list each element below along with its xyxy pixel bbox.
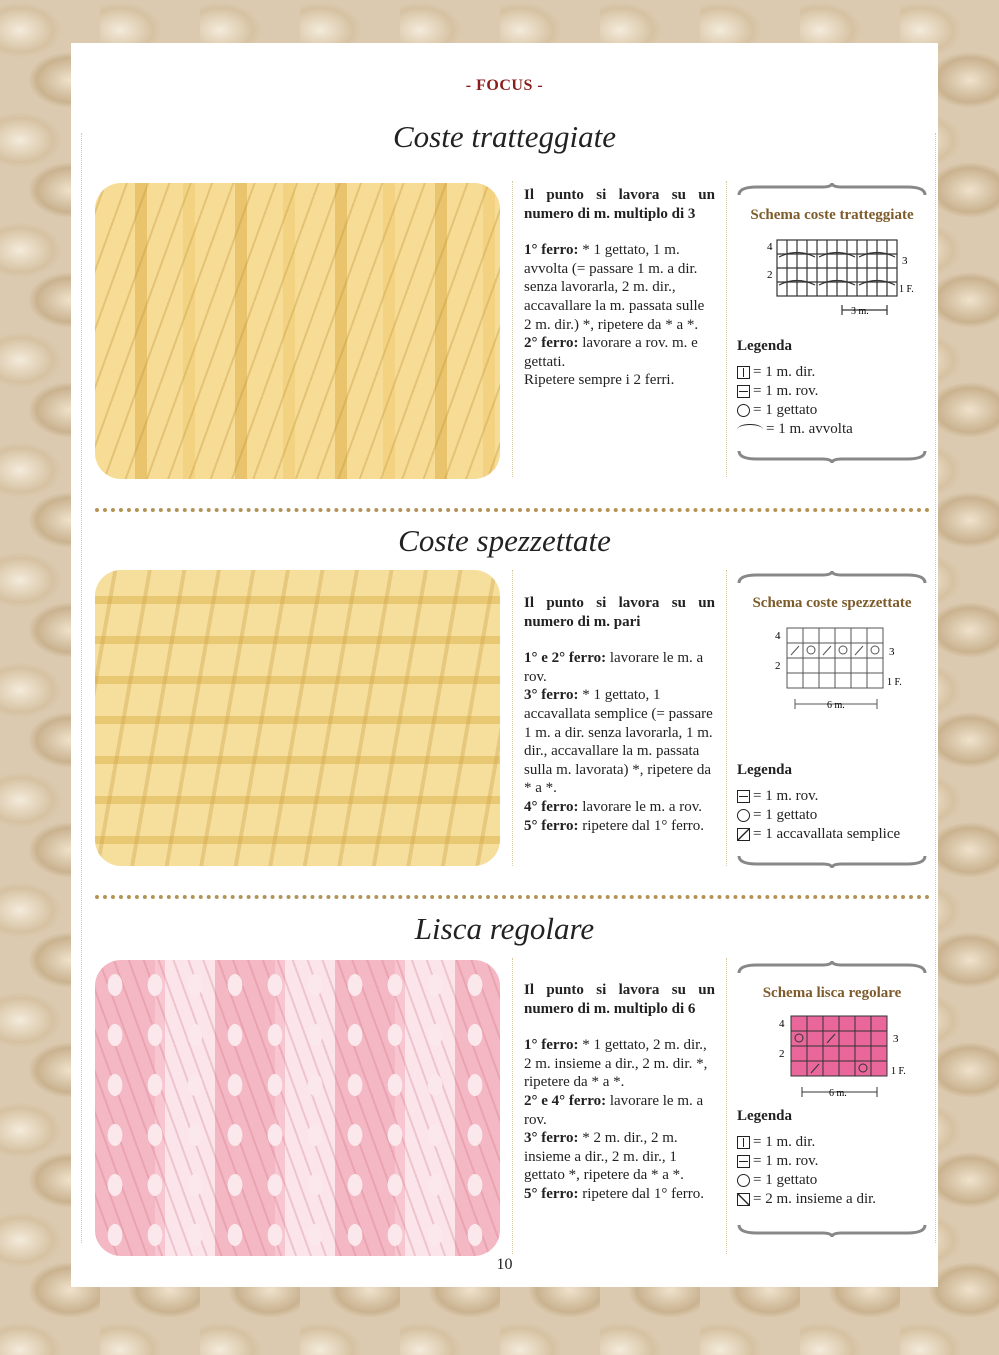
stitch-intro: Il punto si lavora su un numero di m. multiplo di 3 [524,187,715,222]
section-divider [95,895,930,899]
stitch-chart [747,1012,917,1102]
instruction-row-1: 1° ferro: * 1 gettato, 2 m. dir., 2 m. insieme a dir., 2 m. dir. *, ripetere da * a *. [524,1037,708,1091]
column-rule [726,958,727,1254]
rov-icon [737,790,750,803]
chart-row-label: 2 [779,1048,785,1060]
rov-icon [737,385,750,398]
legend-title: Legenda [737,1108,793,1124]
schema-title: Schema coste tratteggiate [750,207,914,223]
chart-row-label: 3 [893,1033,899,1045]
instruction-row-3: Ripetere sempre i 2 ferri. [524,372,675,389]
instruction-row-3: 4° ferro: lavorare le m. a rov. [524,798,703,815]
section-divider [95,508,930,512]
instruction-row-3: 3° ferro: * 2 m. dir., 2 m. insieme a dir., 2 m. dir., 1 gettato *, ripetere da * a *. [524,1130,684,1184]
stitch-chart [747,234,917,324]
chart-row-label: 4 [767,241,773,253]
chart-row-label: 4 [779,1018,785,1030]
magazine-page [71,43,938,1287]
instruction-row-2: 2° e 4° ferro: lavorare le m. a rov. [524,1092,704,1128]
chart-row-label: 1 F. [899,284,914,295]
top-brace [737,571,927,585]
legend-item: = 1 m. rov. [737,382,927,401]
chart-width-label: 6 m. [827,700,845,711]
stitch-title: Coste tratteggiate [392,119,616,154]
legend-item: = 1 m. avvolta [737,420,927,439]
schema-box [737,571,927,868]
accavallata-icon [737,828,750,841]
dir-icon [737,1136,750,1149]
bottom-brace [737,449,927,463]
chart-row-label: 3 [902,255,908,267]
legend-item: = 1 m. dir. [737,363,927,382]
legend-title: Legenda [737,762,793,778]
insieme-icon [737,1193,750,1206]
avvolta-icon [737,424,763,435]
stitch-photo [95,183,500,479]
legend-item: = 1 gettato [737,1171,927,1190]
legend-item: = 1 m. dir. [737,1133,927,1152]
legend-title: Legenda [737,338,793,354]
chart-row-label: 1 F. [887,677,902,688]
bottom-brace [737,854,927,868]
chart-width-label: 3 m. [851,306,869,317]
column-rule [726,181,727,477]
instruction-row-4: 5° ferro: ripetere dal 1° ferro. [524,817,704,834]
stitch-title: Coste spezzettate [398,523,611,558]
bottom-brace [737,1223,927,1237]
section-kicker: - FOCUS - [465,77,544,94]
chart-row-label: 1 F. [891,1066,906,1077]
gettato-icon [737,1174,750,1187]
instruction-row-1: 1° ferro: * 1 gettato, 1 m. avvolta (= passare 1 m. a dir. senza lavorarla, 2 m. dir., accavallare la m. passata sulle 2 m. dir.) *, ripetere da * a *. [524,242,705,333]
right-margin-rule [935,133,936,1243]
chart-row-label: 3 [889,646,895,658]
stitch-title: Lisca regolare [414,911,595,946]
instruction-row-1: 1° e 2° ferro: lavorare le m. a rov. [524,650,704,685]
chart-row-label: 2 [767,269,773,281]
legend-item: = 1 m. rov. [737,1152,927,1171]
column-rule [512,181,513,477]
column-rule [512,570,513,866]
legend-item: = 1 m. rov. [737,787,927,806]
gettato-icon [737,809,750,822]
chart-row-label: 2 [775,660,781,672]
column-rule [512,958,513,1254]
rov-icon [737,1155,750,1168]
stitch-chart [747,622,917,722]
column-rule [726,570,727,866]
stitch-photo [95,570,500,866]
instruction-row-2: 2° ferro: lavorare a rov. m. e gettati. [524,335,698,370]
dir-icon [737,366,750,379]
schema-box [737,183,927,463]
legend-item: = 2 m. insieme a dir. [737,1190,927,1209]
legend-item: = 1 gettato [737,806,927,825]
schema-box [737,961,927,1237]
gettato-icon [737,404,750,417]
schema-title: Schema coste spezzettate [752,595,912,611]
top-brace [737,961,927,975]
chart-row-label: 4 [775,630,781,642]
instruction-row-4: 5° ferro: ripetere dal 1° ferro. [524,1185,704,1202]
stitch-instructions [524,594,715,835]
stitch-instructions [524,981,715,1204]
stitch-photo [95,960,500,1256]
left-margin-rule [81,133,82,1243]
legend-item: = 1 accavallata semplice [737,825,927,844]
stitch-intro: Il punto si lavora su un numero di m. multiplo di 6 [524,982,715,1017]
page-number: 10 [496,1256,513,1273]
instruction-row-2: 3° ferro: * 1 gettato, 1 accavallata semplice (= passare 1 m. a dir. senza lavorarla, 1 m. dir., accavallare la m. passata sulla m. lavorata) *, ripetere da * a *. [524,687,713,797]
top-brace [737,183,927,197]
legend-item: = 1 gettato [737,401,927,420]
schema-title: Schema lisca regolare [762,985,902,1001]
stitch-intro: Il punto si lavora su un numero di m. pari [524,595,715,630]
stitch-instructions [524,186,715,390]
chart-width-label: 6 m. [829,1088,847,1099]
